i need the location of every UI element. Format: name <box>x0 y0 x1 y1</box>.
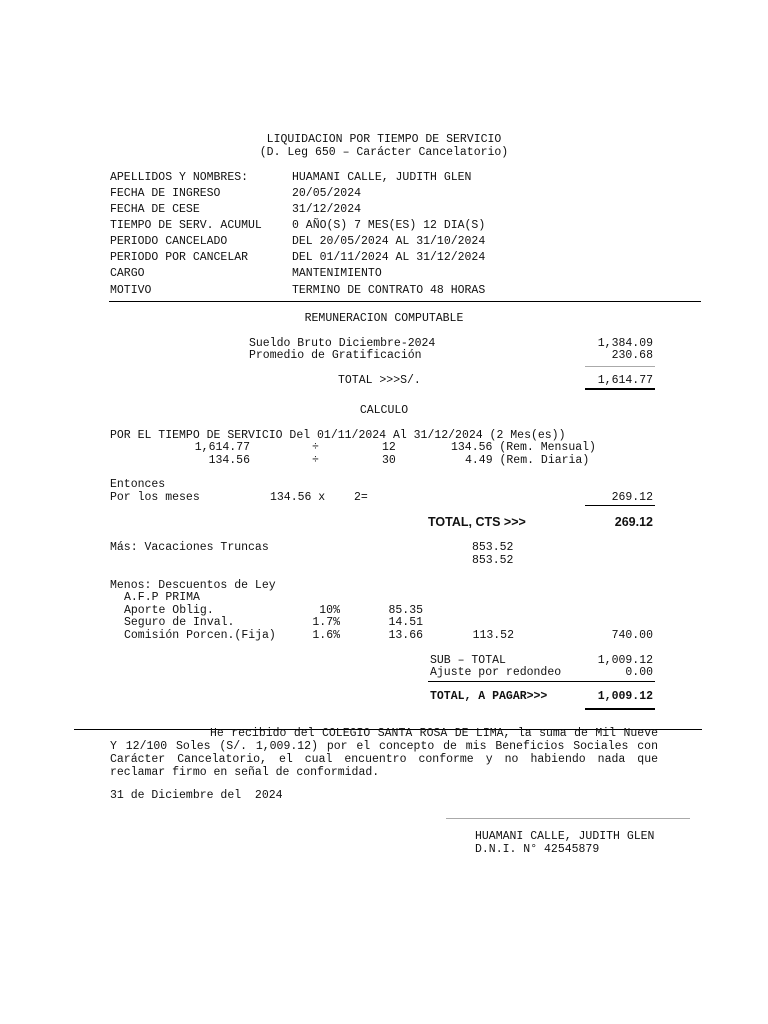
calc-row1-result: 134.56 (Rem. Mensual) <box>451 441 596 454</box>
sueldo-label: Sueldo Bruto Diciembre-2024 <box>249 337 436 350</box>
remuneracion-total-amount: 1,614.77 <box>597 374 653 387</box>
remuneracion-total-label: TOTAL >>>S/. <box>338 374 421 387</box>
ajuste-label: Ajuste por redondeo <box>430 666 562 679</box>
total-pagar-amount: 1,009.12 <box>597 690 653 703</box>
receipt-date: 31 de Diciembre del 2024 <box>110 789 283 802</box>
calc-row1-op: ÷ <box>312 441 319 454</box>
ajuste-amount: 0.00 <box>625 666 653 679</box>
seguro-label: Seguro de Inval. <box>124 616 235 629</box>
meses-label: Por los meses <box>110 491 200 504</box>
info-label-motivo: MOTIVO <box>110 284 152 297</box>
descuentos-net: 740.00 <box>611 629 653 642</box>
info-value-ingreso: 20/05/2024 <box>292 187 362 200</box>
meses-factor: 2= <box>354 491 368 504</box>
grand-total-rule <box>585 708 655 710</box>
meses-amount: 269.12 <box>611 491 653 504</box>
afp-name: A.F.P PRIMA <box>124 591 200 604</box>
calc-row2-result: 4.49 (Rem. Diaria) <box>465 454 590 467</box>
info-label-nombres: APELLIDOS Y NOMBRES: <box>110 171 249 184</box>
aporte-pct: 10% <box>319 604 340 617</box>
calc-row1-a: 1,614.77 <box>194 441 250 454</box>
remuneracion-heading: REMUNERACION COMPUTABLE <box>304 312 464 325</box>
meses-calc: 134.56 x <box>270 491 326 504</box>
subtotal-label: SUB – TOTAL <box>430 654 506 667</box>
aporte-label: Aporte Oblig. <box>124 604 214 617</box>
info-label-cancelado: PERIODO CANCELADO <box>110 235 228 248</box>
info-value-tiempo: 0 AÑO(S) 7 MES(ES) 12 DIA(S) <box>292 219 486 232</box>
section-divider <box>109 301 701 302</box>
calc-row2-b: 30 <box>382 454 396 467</box>
info-value-nombres: HUAMANI CALLE, JUDITH GLEN <box>292 171 472 184</box>
info-value-cancelado: DEL 20/05/2024 AL 31/10/2024 <box>292 235 486 248</box>
aporte-amount: 85.35 <box>388 604 423 617</box>
meses-rule <box>585 505 655 506</box>
info-label-cese: FECHA DE CESE <box>110 203 200 216</box>
total-rule <box>585 388 655 390</box>
info-value-por-cancelar: DEL 01/11/2024 AL 31/12/2024 <box>292 251 486 264</box>
comision-pct: 1.6% <box>312 629 340 642</box>
document-subtitle: (D. Leg 650 – Carácter Cancelatorio) <box>259 146 509 159</box>
calculo-period: POR EL TIEMPO DE SERVICIO Del 01/11/2024 Al 31/12/2024 (2 Mes(es)) <box>110 429 566 442</box>
comision-amount: 13.66 <box>388 629 423 642</box>
vacaciones-amount: 853.52 <box>472 541 514 554</box>
calc-row1-b: 12 <box>382 441 396 454</box>
info-value-cargo: MANTENIMIENTO <box>292 267 382 280</box>
info-label-ingreso: FECHA DE INGRESO <box>110 187 221 200</box>
descuentos-heading: Menos: Descuentos de Ley <box>110 579 276 592</box>
info-value-cese: 31/12/2024 <box>292 203 362 216</box>
signature-name: HUAMANI CALLE, JUDITH GLEN <box>475 830 655 843</box>
info-label-cargo: CARGO <box>110 267 145 280</box>
totals-rule <box>428 681 655 682</box>
info-label-tiempo: TIEMPO DE SERV. ACUMUL <box>110 219 262 232</box>
cts-total-amount: 269.12 <box>614 515 653 529</box>
receipt-text: He recibido del COLEGIO SANTA ROSA DE LIMA, la suma de Mil Nueve Y 12/100 Soles (S/. 1,009.12) por el concepto de mis Beneficios Sociales con Carácter Cancelatorio, el cual encuentro conforme y no habiendo nada que reclamar firmo en señal de conformidad. <box>110 727 658 779</box>
signature-dni: D.N.I. N° 42545879 <box>475 843 600 856</box>
subtotal-rule <box>585 366 655 367</box>
seguro-amount: 14.51 <box>388 616 423 629</box>
vacaciones-label: Más: Vacaciones Truncas <box>110 541 269 554</box>
vacaciones-amount-2: 853.52 <box>472 554 514 567</box>
gratificacion-label: Promedio de Gratificación <box>249 349 422 362</box>
info-value-motivo: TERMINO DE CONTRATO 48 HORAS <box>292 284 486 297</box>
comision-label: Comisión Porcen.(Fija) <box>124 629 276 642</box>
subtotal-amount: 1,009.12 <box>597 654 653 667</box>
sueldo-amount: 1,384.09 <box>597 337 653 350</box>
entonces-label: Entonces <box>110 478 166 491</box>
seguro-pct: 1.7% <box>312 616 340 629</box>
descuentos-subtotal: 113.52 <box>472 629 514 642</box>
cts-total-label: TOTAL, CTS >>> <box>428 515 526 529</box>
document-title: LIQUIDACION POR TIEMPO DE SERVICIO <box>266 133 502 146</box>
total-pagar-label: TOTAL, A PAGAR>>> <box>430 690 548 703</box>
gratificacion-amount: 230.68 <box>611 349 653 362</box>
calculo-heading: CALCULO <box>359 404 409 417</box>
info-label-por-cancelar: PERIODO POR CANCELAR <box>110 251 249 264</box>
calc-row2-op: ÷ <box>312 454 319 467</box>
calc-row2-a: 134.56 <box>208 454 250 467</box>
signature-line <box>446 818 690 819</box>
